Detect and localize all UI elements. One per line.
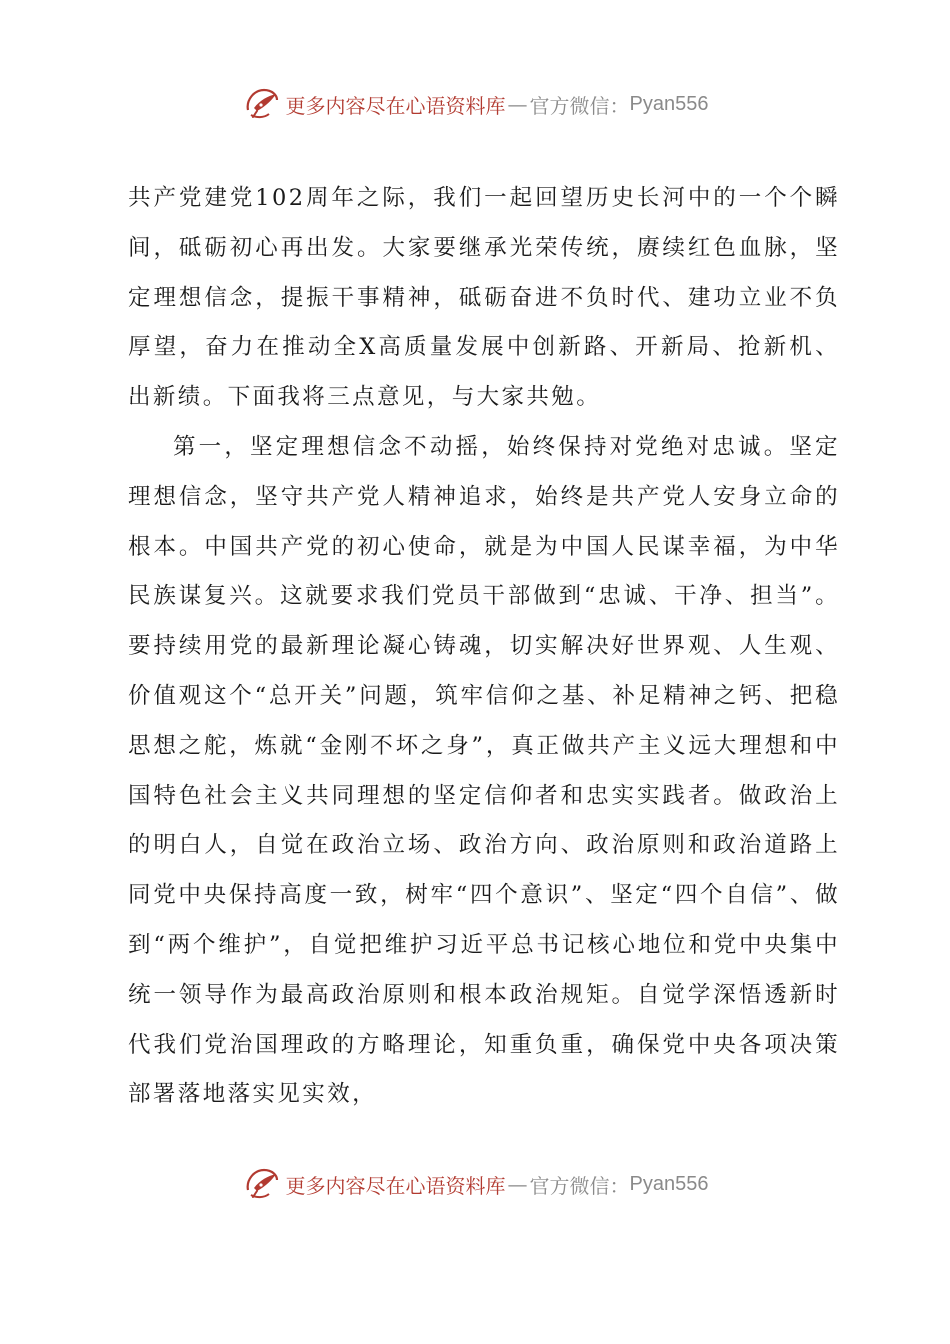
banner-dash: —	[507, 1172, 528, 1196]
banner-red-text: 更多内容尽在心语资料库	[285, 93, 506, 118]
banner-wechat-label: 官方微信：	[529, 93, 630, 118]
banner-wechat-id: Pyan556	[629, 92, 709, 115]
banner-red-text: 更多内容尽在心语资料库	[285, 1173, 506, 1198]
document-body	[128, 174, 840, 1120]
footer-watermark-banner	[0, 1164, 950, 1204]
quill-pen-logo-icon	[242, 84, 282, 124]
banner-wechat-label: 官方微信：	[529, 1173, 630, 1198]
banner-dash: —	[507, 92, 528, 116]
paragraph-intro: 共产党建党102周年之际，我们一起回望历史长河中的一个个瞬间，砥砺初心再出发。大家要继承光荣传统，赓续红色血脉，坚定理想信念，提振干事精神，砥砺奋进不负时代、建功立业不负厚望，奋力在推动全X高质量发展中创新路、开新局、抢新机、出新绩。下面我将三点意见，与大家共勉。	[128, 185, 840, 411]
header-watermark-banner	[0, 84, 950, 124]
quill-pen-logo-icon	[242, 1164, 282, 1204]
paragraph-first-point: 第一，坚定理想信念不动摇，始终保持对党绝对忠诚。坚定理想信念，坚守共产党人精神追求，始终是共产党人安身立命的根本。中国共产党的初心使命，就是为中国人民谋幸福，为中华民族谋复兴。这就要求我们党员干部做到“忠诚、干净、担当”。要持续用党的最新理论凝心铸魂，切实解决好世界观、人生观、价值观这个“总开关”问题，筑牢信仰之基、补足精神之钙、把稳思想之舵，炼就“金刚不坏之身”，真正做共产主义远大理想和中国特色社会主义共同理想的坚定信仰者和忠实实践者。做政治上的明白人，自觉在政治立场、政治方向、政治原则和政治道路上同党中央保持高度一致，树牢“四个意识”、坚定“四个自信”、做到“两个维护”，自觉把维护习近平总书记核心地位和党中央集中统一领导作为最高政治原则和根本政治规矩。自觉学深悟透新时代我们党治国理政的方略理论，知重负重，确保党中央各项决策部署落地落实见实效，	[128, 433, 840, 1108]
banner-wechat-id: Pyan556	[629, 1172, 709, 1195]
